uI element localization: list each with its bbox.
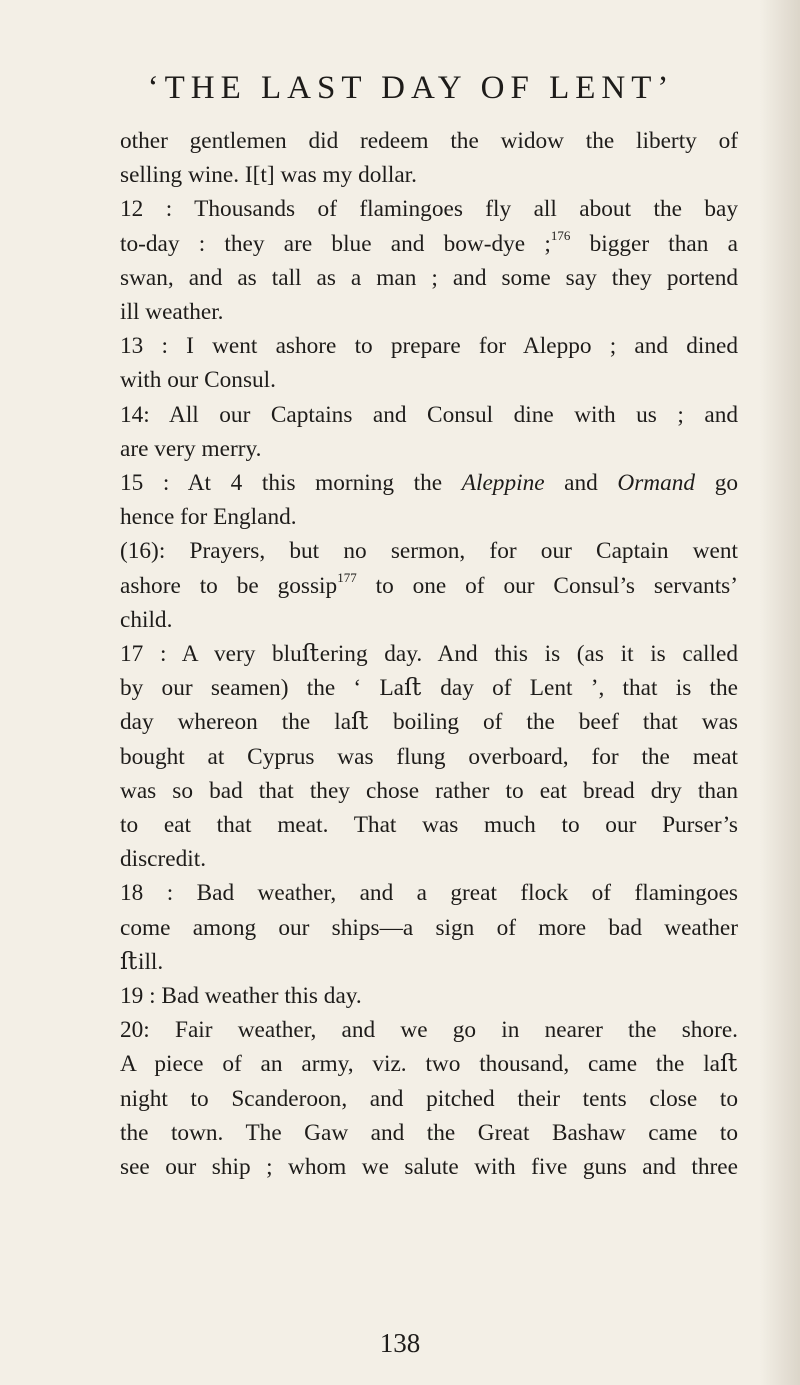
text-segment: and [544, 470, 618, 497]
text-segment: 17 : A very bluﬅering day. And this is (as it is called [120, 641, 738, 668]
text-line [120, 192, 738, 226]
text-line [120, 432, 738, 466]
text-segment: the town. The Gaw and the Great Bashaw came to [120, 1119, 738, 1146]
text-line [120, 637, 738, 671]
footnote-ref: 177 [337, 569, 357, 585]
text-line [120, 1013, 738, 1047]
text-line [120, 876, 738, 910]
text-line [120, 603, 738, 637]
text-line [120, 979, 738, 1013]
text-line [120, 671, 738, 705]
text-segment: are very merry. [120, 435, 262, 462]
text-segment: day whereon the laﬅ boiling of the beef that was [120, 709, 738, 736]
text-line [120, 569, 738, 603]
text-line [120, 1047, 738, 1081]
text-segment: to-day : they are blue and bow-dye ; [120, 230, 551, 257]
text-line [120, 740, 738, 774]
ship-name: Ormand [617, 470, 696, 497]
text-line [120, 842, 738, 876]
text-segment: ﬅill. [120, 948, 164, 975]
text-segment: 12 : Thousands of flamingoes fly all about the bay [120, 196, 738, 223]
text-segment: 19 : Bad weather this day. [120, 983, 362, 1010]
text-segment: 13 : I went ashore to prepare for Aleppo ; and dined [120, 333, 738, 360]
text-line [120, 227, 738, 261]
text-segment: 20: Fair weather, and we go in nearer the shore. [120, 1017, 738, 1044]
text-segment: see our ship ; whom we salute with five guns and three [120, 1154, 738, 1181]
text-segment: to eat that meat. That was much to our Purser’s [120, 812, 738, 839]
text-line [120, 329, 738, 363]
text-segment: bought at Cyprus was flung overboard, for the meat [120, 743, 738, 770]
text-segment: come among our ships—a sign of more bad weather [120, 914, 738, 941]
text-line [120, 534, 738, 568]
text-segment: other gentlemen did redeem the widow the liberty of [120, 128, 738, 154]
text-segment: to one of our Consul’s servants’ [356, 572, 739, 599]
text-segment: A piece of an army, viz. two thousand, came the laﬅ [120, 1051, 738, 1078]
text-line [120, 158, 738, 192]
text-line [120, 295, 738, 329]
running-head: ‘THE LAST DAY OF LENT’ [147, 70, 675, 106]
text-segment: (16): Prayers, but no sermon, for our Captain went [120, 538, 738, 565]
page-number: 138 [379, 1328, 421, 1358]
text-segment: by our seamen) the ‘ Laﬅ day of Lent ’, that is the [120, 675, 738, 702]
text-line [120, 363, 738, 397]
text-line [120, 1116, 738, 1150]
text-segment: discredit. [120, 846, 207, 873]
text-line [120, 398, 738, 432]
text-line [120, 808, 738, 842]
text-segment: 18 : Bad weather, and a great flock of flamingoes [120, 880, 738, 907]
footnote-ref: 176 [550, 227, 571, 243]
body-text [120, 124, 738, 1184]
text-segment: with our Consul. [120, 367, 276, 394]
text-segment: hence for England. [120, 504, 297, 531]
text-line [120, 774, 738, 808]
text-segment: child. [120, 606, 173, 633]
text-segment: ashore to be gossip [120, 572, 338, 599]
text-line [120, 705, 738, 739]
text-line [120, 945, 738, 979]
text-segment: night to Scanderoon, and pitched their tents close to [120, 1085, 738, 1112]
text-segment: swan, and as tall as a man ; and some say they portend [120, 264, 738, 291]
text-segment: 15 : At 4 this morning the [120, 470, 462, 497]
text-line [120, 500, 738, 534]
text-line [120, 124, 738, 158]
text-segment: was so bad that they chose rather to eat bread dry than [120, 777, 738, 804]
text-segment: ill weather. [120, 299, 224, 326]
text-line [120, 466, 738, 500]
text-segment: go [695, 470, 738, 497]
text-line [120, 1150, 738, 1184]
text-line [120, 911, 738, 945]
text-segment: 14: All our Captains and Consul dine with us ; and [120, 401, 738, 428]
text-line [120, 261, 738, 295]
page-edge-shadow [760, 0, 800, 1385]
text-segment: selling wine. I[t] was my dollar. [120, 162, 417, 189]
text-segment: bigger than a [570, 230, 738, 257]
text-line [120, 1082, 738, 1116]
ship-name: Aleppine [461, 470, 545, 497]
